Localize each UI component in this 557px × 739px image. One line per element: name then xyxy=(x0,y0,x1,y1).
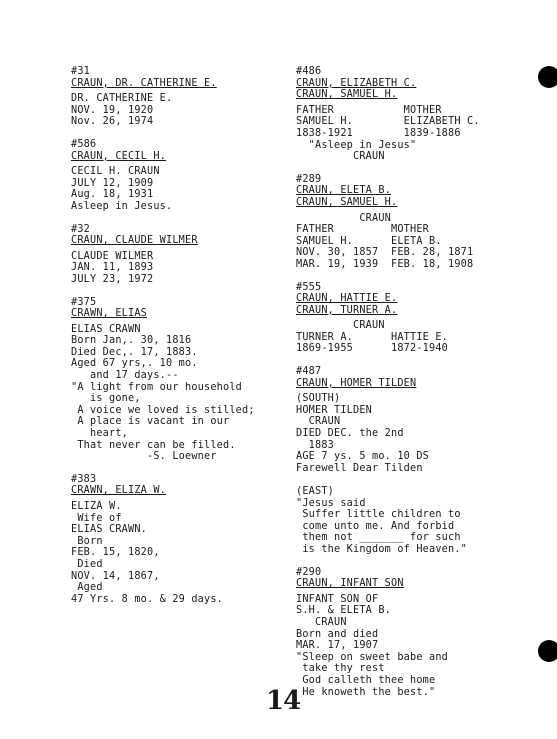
inscription-line: JAN. 11, 1893 xyxy=(71,262,154,274)
inscription-line: "Asleep in Jesus" xyxy=(296,139,417,151)
record-number: #31 xyxy=(71,66,91,77)
record-number: #586 xyxy=(71,138,97,150)
inscription-line: (EAST) xyxy=(296,486,335,497)
inscription-line: FEB. 15, 1820, xyxy=(71,547,160,559)
inscription-line: HOMER TILDEN xyxy=(296,404,373,416)
inscription-line: 1838-1921 1839-1886 xyxy=(296,127,461,139)
inscription-line: FATHER MOTHER xyxy=(296,104,442,116)
inscription-line: Died Dec,. 17, 1883. xyxy=(71,346,198,358)
record-entry xyxy=(296,282,541,356)
inscription-line: ELIAS CRAWN. xyxy=(71,524,148,536)
record-entry xyxy=(296,66,541,163)
record-heading: CRAWN, ELIAS xyxy=(71,308,148,320)
inscription-line: CRAUN xyxy=(296,151,385,163)
record-heading: CRAUN, SAMUEL H. xyxy=(296,196,398,208)
inscription-line: (SOUTH) xyxy=(296,393,341,405)
inscription-line: A place is vacant in our xyxy=(71,416,230,428)
inscription-line: Born xyxy=(71,535,103,547)
record-entry xyxy=(71,224,283,286)
page-number: 14 xyxy=(266,686,301,716)
inscription-line: CRAUN xyxy=(296,320,385,332)
inscription-line: ELIAS CRAWN xyxy=(71,323,141,335)
inscription-line: "A light from our household xyxy=(71,381,243,393)
left-column xyxy=(71,66,283,616)
record-entry xyxy=(71,139,283,213)
binder-hole-bottom xyxy=(538,640,557,662)
record-entry xyxy=(296,366,541,556)
inscription-line: 1883 xyxy=(296,439,335,451)
record-heading: CRAUN, ELIZABETH C. xyxy=(296,77,417,89)
inscription-line: Aged xyxy=(71,582,103,594)
inscription-line: God calleth thee home xyxy=(296,674,436,686)
inscription-line: take thy rest xyxy=(296,663,385,675)
record-heading: CRAUN, CECIL H. xyxy=(71,150,167,162)
record-heading: CRAUN, CLAUDE WILMER xyxy=(71,235,198,247)
record-number: #486 xyxy=(296,66,322,77)
binder-hole-top xyxy=(538,66,557,88)
inscription-line: is the Kingdom of Heaven." xyxy=(296,543,468,555)
inscription-line: CRAUN xyxy=(296,212,392,224)
inscription-line: is gone, xyxy=(71,393,141,405)
inscription-line: heart, xyxy=(71,428,129,440)
inscription-line: TURNER A. HATTIE E. xyxy=(296,331,449,343)
inscription-line: NOV. 14, 1867, xyxy=(71,570,160,582)
inscription-line: them not _______ for such xyxy=(296,532,461,544)
record-entry xyxy=(296,567,541,699)
inscription-line: Aged 67 yrs,. 10 mo. xyxy=(71,358,198,370)
record-entry xyxy=(71,297,283,463)
inscription-line: Born Jan,. 30, 1816 xyxy=(71,335,192,347)
inscription-line: Asleep in Jesus. xyxy=(71,200,173,212)
inscription-line: -S. Loewner xyxy=(71,451,217,463)
record-heading: CRAUN, HOMER TILDEN xyxy=(296,377,417,389)
inscription-line: ELIZA W. xyxy=(71,501,122,512)
record-number: #32 xyxy=(71,223,91,235)
record-entry xyxy=(71,474,283,606)
record-heading: CRAUN, HATTIE E. xyxy=(296,293,398,305)
inscription-line: CRAUN xyxy=(296,416,341,428)
inscription-line: S.H. & ELETA B. xyxy=(296,605,392,617)
right-column xyxy=(296,66,541,709)
inscription-line: Died xyxy=(71,558,103,570)
inscription-line: NOV. 19, 1920 xyxy=(71,104,154,116)
inscription-line: DIED DEC. the 2nd xyxy=(296,428,404,440)
record-heading: CRAUN, SAMUEL H. xyxy=(296,89,398,101)
record-heading: CRAUN, DR. CATHERINE E. xyxy=(71,77,217,89)
inscription-line: CECIL H. CRAUN xyxy=(71,166,160,178)
record-entry xyxy=(71,66,283,128)
inscription-line: "Sleep on sweet babe and xyxy=(296,651,449,663)
inscription-line: Farewell Dear Tilden xyxy=(296,462,423,474)
inscription-line: come unto me. And forbid xyxy=(296,520,455,532)
inscription-line: NOV. 30, 1857 FEB. 28, 1871 xyxy=(296,247,474,259)
inscription-line: Suffer little children to xyxy=(296,509,461,521)
inscription-line: A voice we loved is stilled; xyxy=(71,404,255,416)
inscription-line: JULY 23, 1972 xyxy=(71,273,154,285)
inscription-line: Aug. 18, 1931 xyxy=(71,189,154,201)
record-heading: CRAUN, INFANT SON xyxy=(296,578,404,590)
inscription-line: Born and died xyxy=(296,628,379,640)
inscription-line: 1869-1955 1872-1940 xyxy=(296,343,449,355)
record-number: #375 xyxy=(71,296,97,308)
inscription-line: INFANT SON OF xyxy=(296,593,379,605)
inscription-line: MAR. 19, 1939 FEB. 18, 1908 xyxy=(296,258,474,270)
inscription-line: AGE 7 ys. 5 mo. 10 DS xyxy=(296,451,430,463)
inscription-line: Nov. 26, 1974 xyxy=(71,116,154,128)
inscription-line: CRAUN xyxy=(296,616,347,628)
inscription-line: That never can be filled. xyxy=(71,439,236,451)
inscription-line: 47 Yrs. 8 mo. & 29 days. xyxy=(71,593,224,605)
record-number: #555 xyxy=(296,281,322,293)
record-entry xyxy=(296,174,541,271)
record-heading: CRAWN, ELIZA W. xyxy=(71,485,167,497)
inscription-line: FATHER MOTHER xyxy=(296,224,430,236)
record-number: #383 xyxy=(71,473,97,485)
inscription-line: SAMUEL H. ELETA B. xyxy=(296,235,442,247)
record-heading: CRAUN, ELETA B. xyxy=(296,185,392,197)
inscription-line: He knoweth the best." xyxy=(296,686,436,698)
inscription-line: Wife of xyxy=(71,512,122,524)
inscription-line: and 17 days.-- xyxy=(71,370,179,382)
inscription-line: CLAUDE WILMER xyxy=(71,250,154,262)
inscription-line: JULY 12, 1909 xyxy=(71,177,154,189)
inscription-line: "Jesus said xyxy=(296,497,366,509)
inscription-line: MAR. 17, 1907 xyxy=(296,640,379,652)
record-number: #290 xyxy=(296,566,322,578)
record-number: #487 xyxy=(296,366,322,378)
inscription-line: DR. CATHERINE E. xyxy=(71,93,173,105)
inscription-line: SAMUEL H. ELIZABETH C. xyxy=(296,116,480,128)
record-heading: CRAUN, TURNER A. xyxy=(296,304,398,316)
record-number: #289 xyxy=(296,173,322,185)
inscription-line xyxy=(296,474,541,486)
